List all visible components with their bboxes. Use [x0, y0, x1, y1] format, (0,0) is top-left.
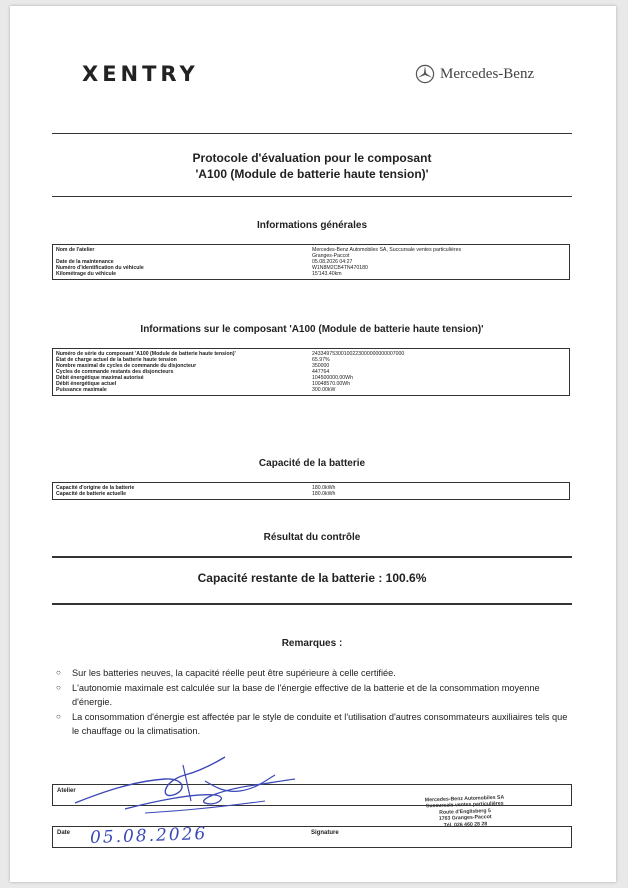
remark-text: L'autonomie maximale est calculée sur la base de l'énergie effective de la batterie et de la consommation moyenne d'énergie.	[72, 683, 540, 707]
row-value: 10048570.00Wh	[312, 381, 351, 387]
brand-name: Mercedes-Benz	[440, 65, 535, 82]
list-item	[56, 666, 568, 680]
mercedes-logo	[415, 64, 534, 84]
row-label: Numéro de série du composant 'A100 (Module de batterie haute tension)'	[56, 351, 236, 357]
row-label: Nombre maximal de cycles de commande du disjoncteur	[56, 363, 197, 369]
row-label: État de charge actuel de la batterie haute tension	[56, 357, 177, 363]
divider	[52, 556, 572, 558]
stamp-line: Tél. 026 460 28 28	[443, 820, 488, 829]
table-row	[56, 387, 566, 393]
row-value: 300.00kW	[312, 387, 336, 393]
component-info-heading: Informations sur le composant 'A100 (Module de batterie haute tension)'	[140, 324, 484, 335]
list-item	[56, 710, 568, 738]
capacity-heading: Capacité de la batterie	[258, 458, 366, 469]
row-label: Débit énergétique maximal autorisé	[56, 375, 144, 381]
component-info-table	[52, 348, 570, 396]
remarks-list	[56, 666, 568, 739]
list-item	[56, 681, 568, 709]
remark-text: La consommation d'énergie est affectée par le style de conduite et l'utilisation d'autres consommateurs auxiliaires tels que le chauffage ou la climatisation.	[72, 712, 568, 736]
row-value: 180.0kWh	[312, 485, 336, 491]
date-label: Date	[57, 830, 71, 836]
bullet-icon: ○	[56, 712, 61, 721]
row-label: Capacité de batterie actuelle	[56, 491, 127, 497]
general-info-table	[52, 244, 570, 280]
result-heading: Résultat du contrôle	[263, 532, 361, 543]
row-value: 350000	[312, 363, 330, 369]
handwritten-signature	[65, 751, 325, 821]
remaining-capacity-result: Capacité restante de la batterie : 100.6%	[197, 571, 427, 585]
general-info-heading: Informations générales	[256, 220, 368, 231]
title-line-1: Protocole d'évaluation pour le composant	[192, 151, 432, 165]
row-label: Cycles de commande restants des disjoncteurs	[56, 369, 174, 375]
row-value: 15'143.40km	[312, 271, 342, 277]
bullet-icon: ○	[56, 668, 61, 677]
bullet-icon: ○	[56, 683, 61, 692]
xentry-logo: XENTRY	[82, 62, 199, 86]
row-value: Mercedes-Benz Automobiles SA, Succursale ventes particulières	[312, 247, 462, 253]
row-label: Capacité d'origine de la batterie	[56, 485, 135, 491]
title-line-2: 'A100 (Module de batterie haute tension)'	[195, 167, 429, 181]
row-value: 65.97%	[312, 357, 330, 363]
row-value: 24334975300100223000000000007000	[312, 351, 405, 357]
handwritten-date: 05.08.2026	[89, 823, 208, 849]
divider	[52, 196, 572, 197]
stamp-line: Mercedes-Benz Automobiles SA	[424, 794, 505, 804]
row-value: 180.0kWh	[312, 491, 336, 497]
table-row	[56, 491, 566, 497]
divider	[52, 603, 572, 605]
capacity-table	[52, 482, 570, 500]
document-title	[52, 150, 572, 182]
row-value: Granges-Paccot	[312, 253, 350, 259]
row-label: Puissance maximale	[56, 387, 107, 393]
remarks-heading: Remarques :	[281, 638, 343, 649]
row-label: Date de la maintenance	[56, 259, 114, 265]
atelier-label: Atelier	[57, 788, 76, 794]
stamp-line: 1763 Granges-Paccot	[438, 814, 492, 823]
row-value: 104500000.00Wh	[312, 375, 353, 381]
remark-text: Sur les batteries neuves, la capacité réelle peut être supérieure à celle certifiée.	[72, 668, 396, 678]
divider	[52, 133, 572, 134]
stamp-line: Route d'Englisberg 5	[439, 807, 491, 816]
row-value: 05.08.2026 04:27	[312, 259, 353, 265]
row-label: Nom de l'atelier	[56, 247, 95, 253]
mercedes-star-icon	[415, 64, 435, 84]
stamp-line: Succursale ventes particulières	[425, 801, 504, 810]
signature-label: Signature	[311, 830, 339, 836]
row-value: W1N8M2CB4TN470180	[312, 265, 368, 271]
row-label: Kilométrage du véhicule	[56, 271, 116, 277]
row-value: 447764	[312, 369, 330, 375]
table-row	[56, 271, 566, 277]
row-label: Débit énergétique actuel	[56, 381, 117, 387]
row-label: Numéro d'identification du véhicule	[56, 265, 144, 271]
document-page	[10, 6, 616, 882]
